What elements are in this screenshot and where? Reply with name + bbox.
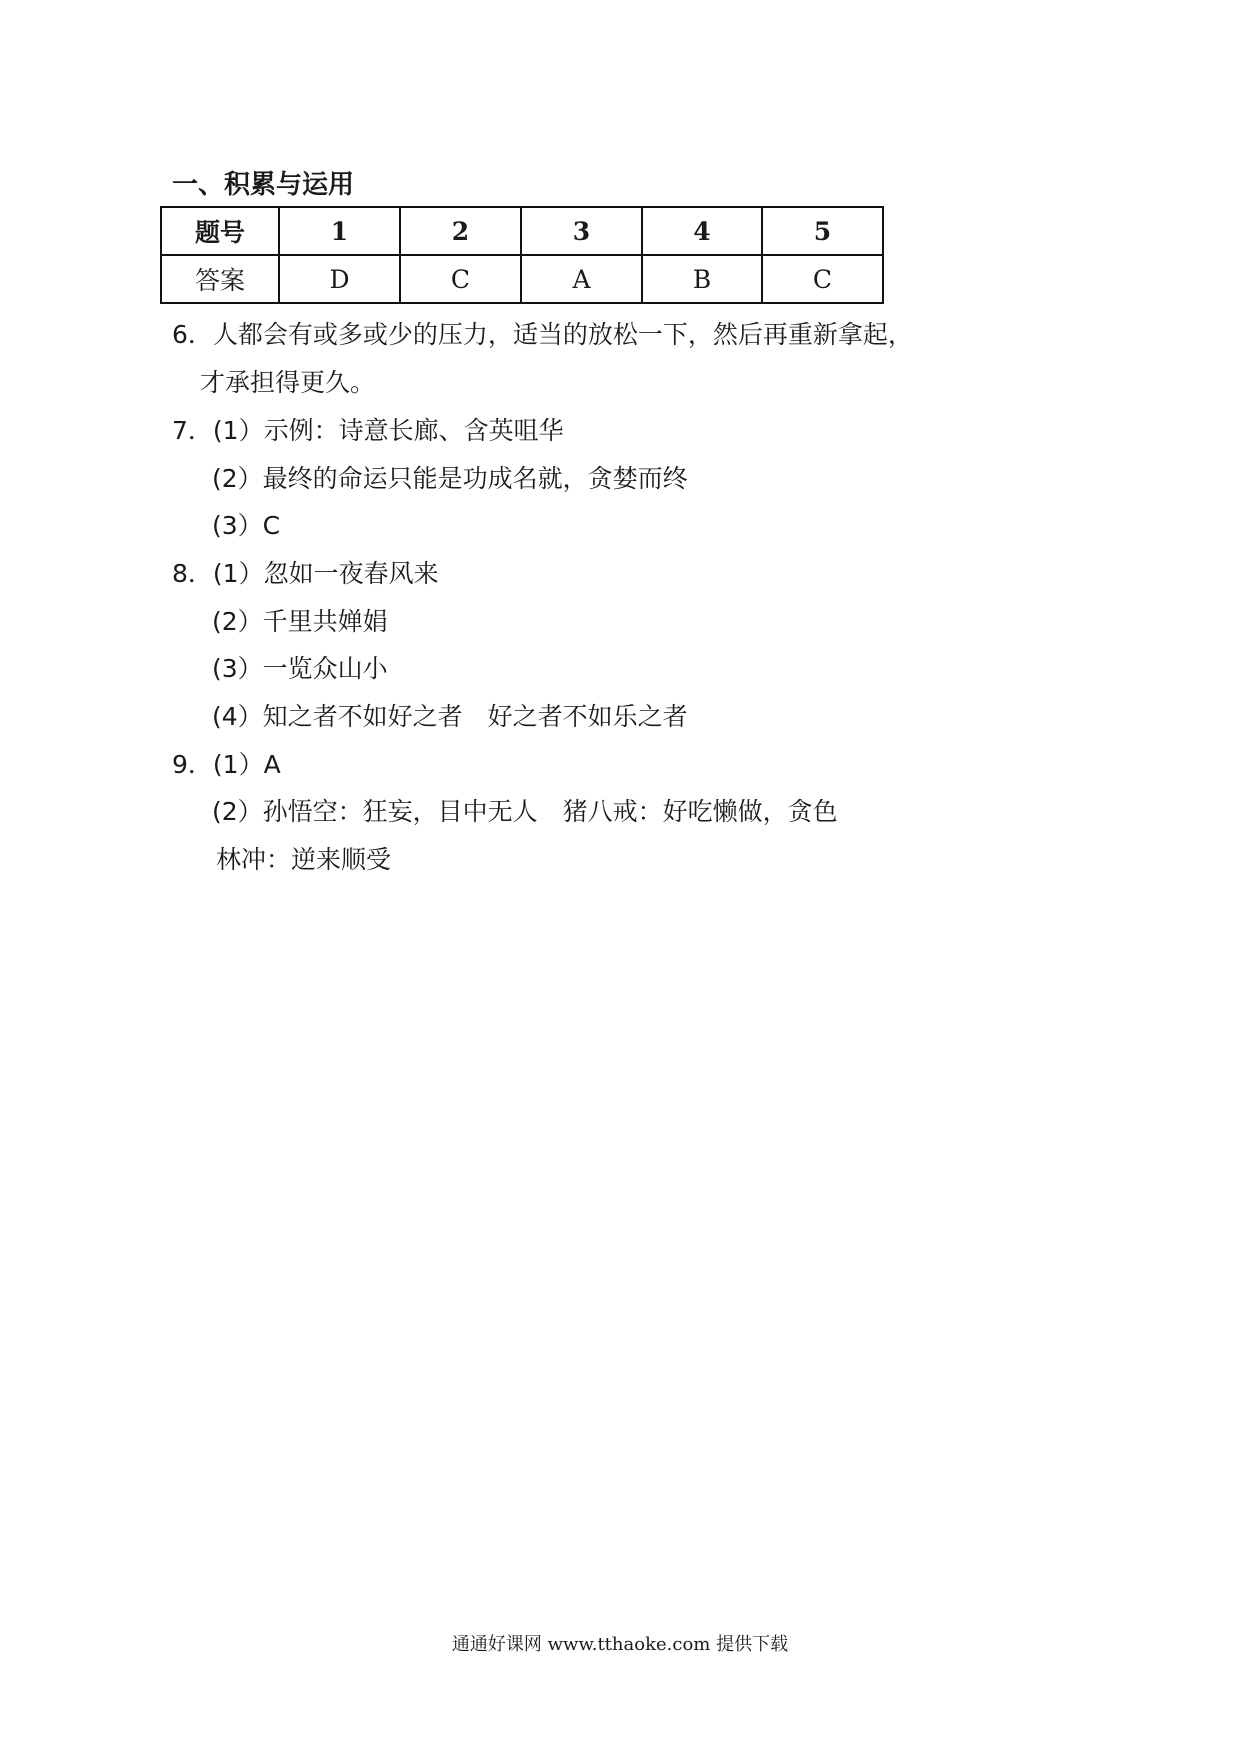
answer-line-8-1: 8．(1）忽如一夜春风来 bbox=[172, 559, 439, 588]
answer-line-8-2: (2）千里共婵娟 bbox=[212, 607, 388, 636]
answer-table-number-row bbox=[161, 207, 883, 255]
answer-line-6-cont: 才承担得更久。 bbox=[200, 368, 376, 397]
answer-line-8-4: (4）知之者不如好之者 好之者不如乐之者 bbox=[212, 702, 688, 731]
answer-line-7-2: (2）最终的命运只能是功成名就，贪婪而终 bbox=[212, 464, 688, 493]
answer-line-9-2-cont: 林冲：逆来顺受 bbox=[216, 845, 392, 874]
footer-source-note: 通通好课网 www.tthaoke.com 提供下载 bbox=[451, 1634, 789, 1655]
answer-line-7-1: 7．(1）示例：诗意长廊、含英咀华 bbox=[172, 416, 564, 445]
answer-value: B bbox=[642, 255, 762, 303]
answer-value: A bbox=[521, 255, 642, 303]
answer-table-answer-row bbox=[161, 255, 883, 303]
section-title: 一、积累与运用 bbox=[172, 170, 355, 200]
answer-value: D bbox=[279, 255, 400, 303]
question-number: 5 bbox=[762, 207, 883, 255]
question-number: 3 bbox=[521, 207, 642, 255]
answer-line-9-2: (2）孙悟空：狂妄，目中无人 猪八戒：好吃懒做，贪色 bbox=[212, 797, 838, 826]
answer-table bbox=[160, 206, 884, 304]
answer-value: C bbox=[400, 255, 521, 303]
answer-value: C bbox=[762, 255, 883, 303]
question-number: 4 bbox=[642, 207, 762, 255]
answer-line-6: 6．人都会有或多或少的压力，适当的放松一下，然后再重新拿起， bbox=[172, 320, 913, 349]
answer-line-9-1: 9．(1）A bbox=[172, 750, 281, 779]
answer-line-8-3: (3）一览众山小 bbox=[212, 654, 388, 683]
table-header-label: 题号 bbox=[161, 207, 279, 255]
question-number: 2 bbox=[400, 207, 521, 255]
answer-line-7-3: (3）C bbox=[212, 511, 281, 540]
table-answer-label: 答案 bbox=[161, 255, 279, 303]
question-number: 1 bbox=[279, 207, 400, 255]
